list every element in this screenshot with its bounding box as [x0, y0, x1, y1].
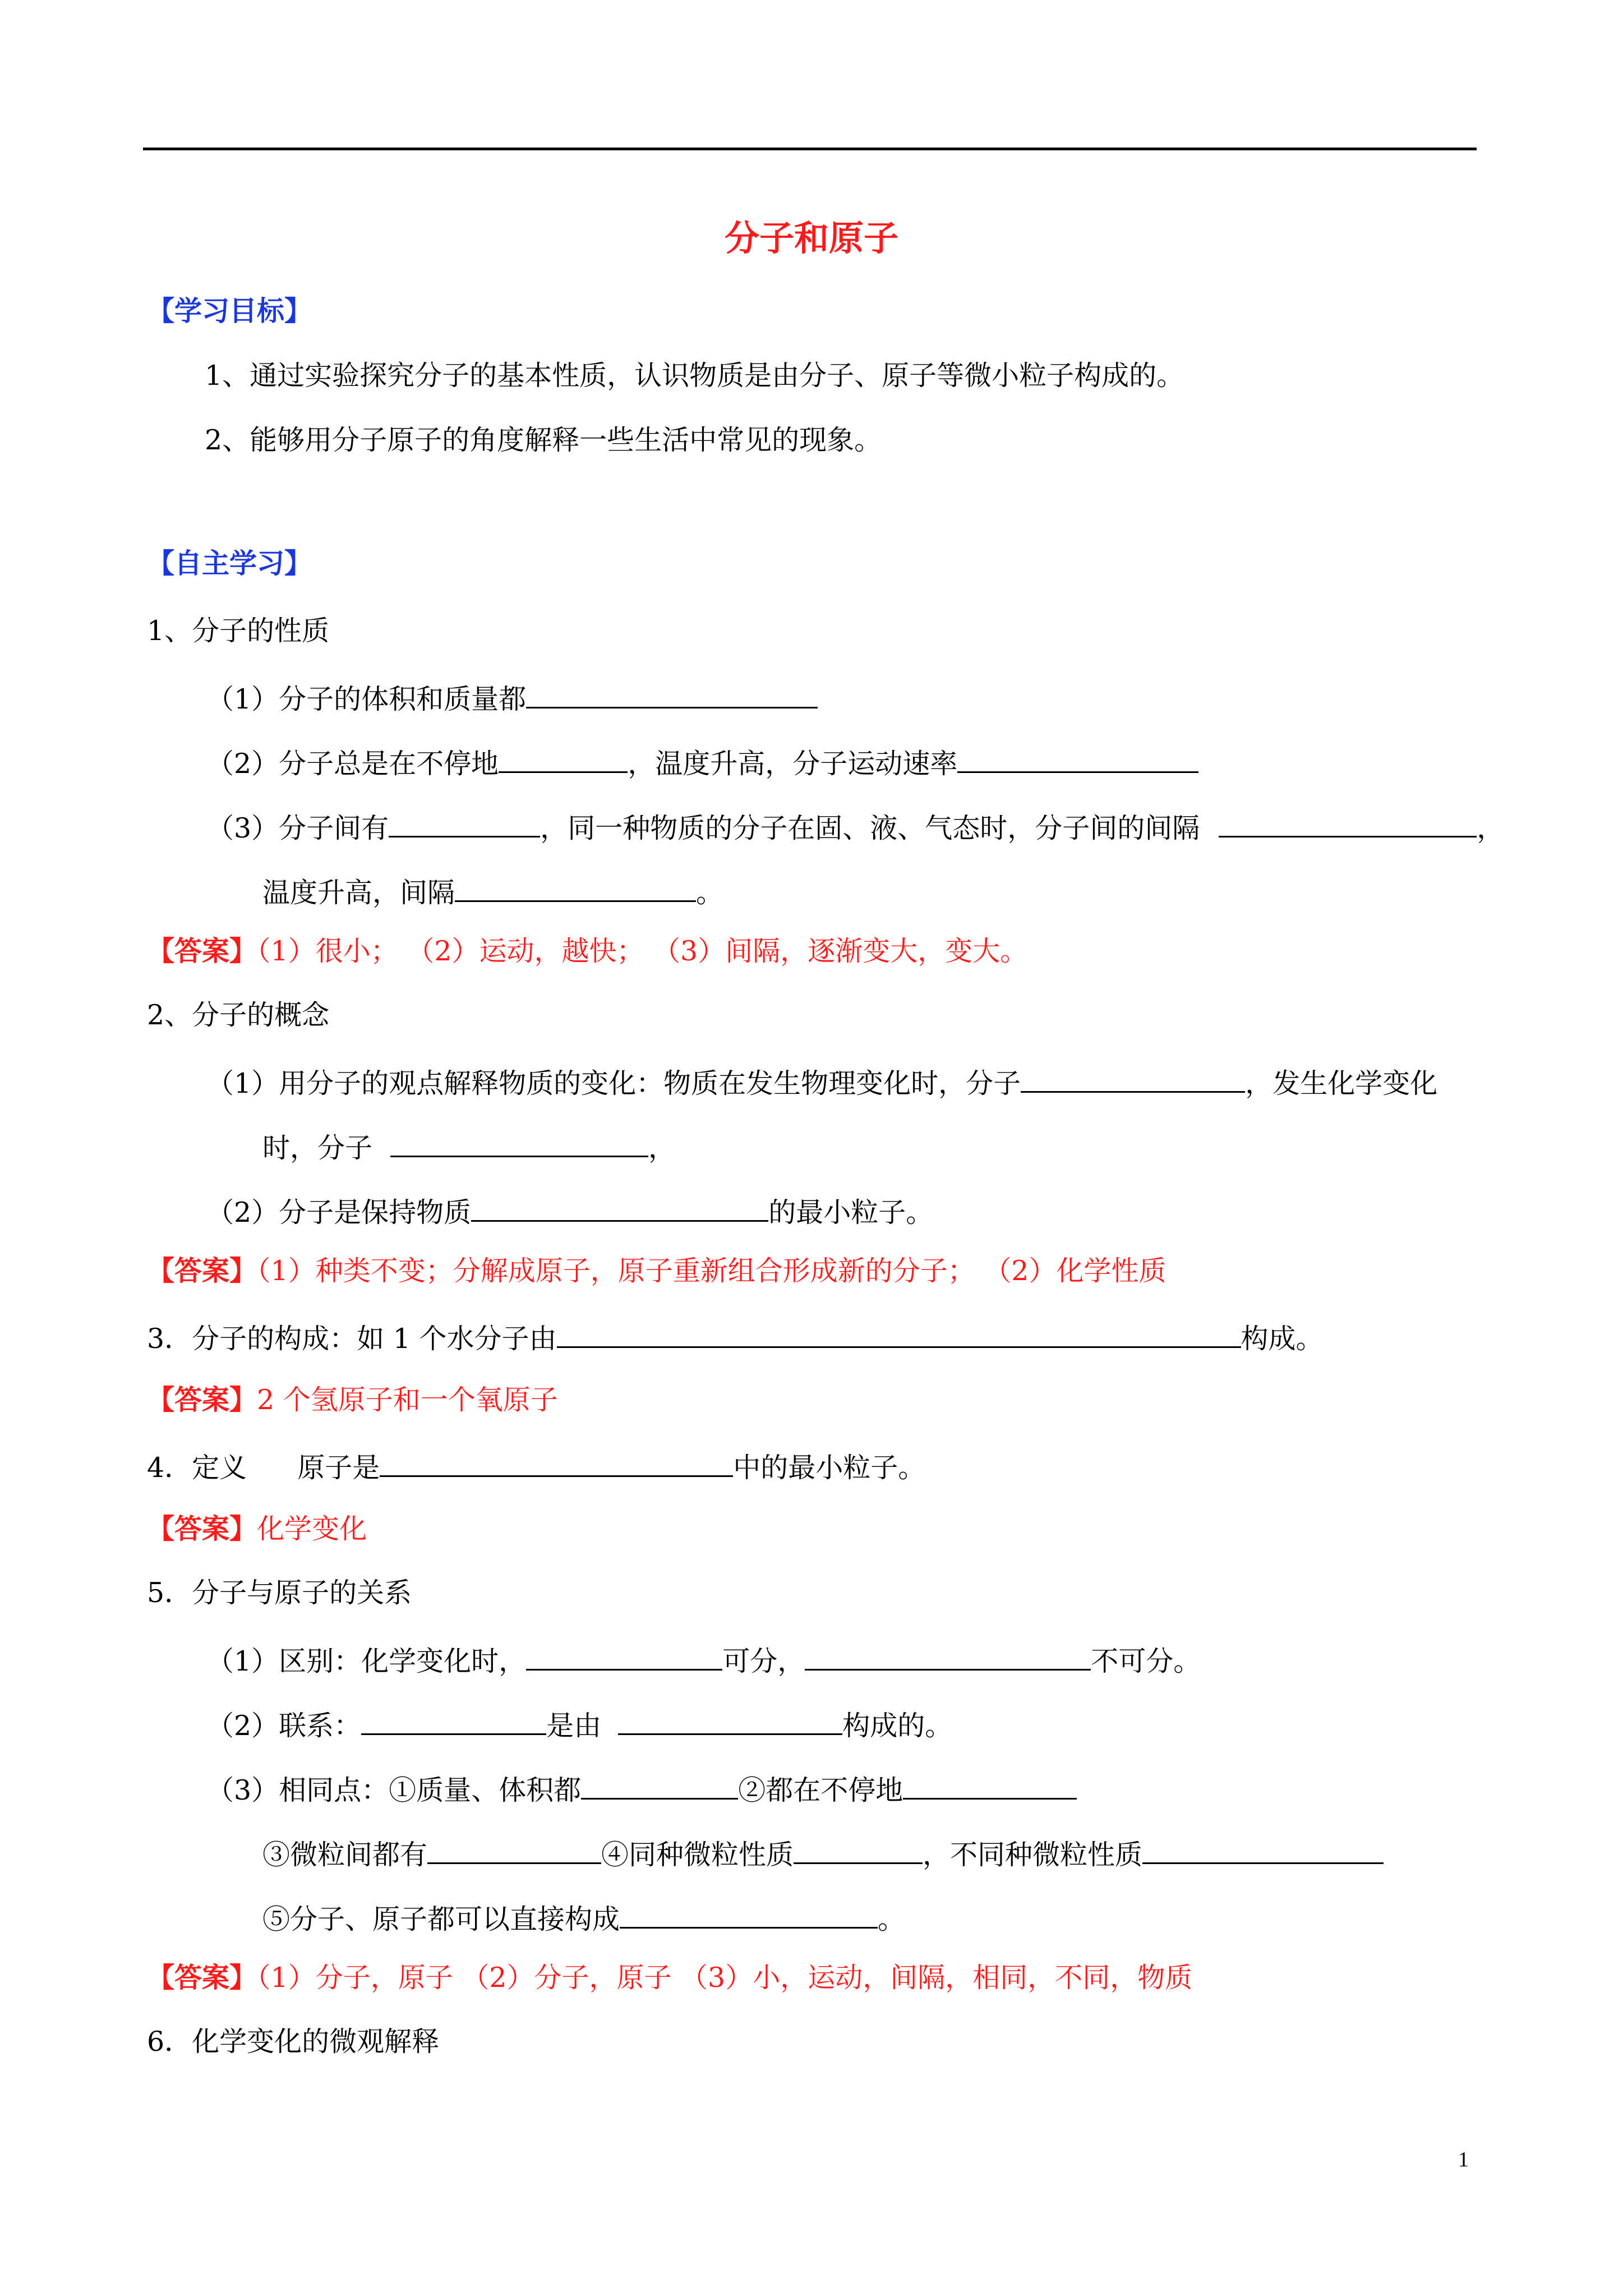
q4: 4．定义 原子是 中的最小粒子。 [147, 1447, 925, 1481]
page-title: 分子和原子 [724, 218, 898, 259]
q3: 3．分子的构成：如 1 个水分子由 构成。 [147, 1318, 1324, 1352]
answer-blank[interactable] [526, 1641, 722, 1671]
answer-blank[interactable] [380, 1447, 733, 1477]
q1-part2: （2）分子总是在不停地 ，温度升高，分子运动速率 [206, 743, 1198, 777]
answer-blank[interactable] [526, 679, 818, 708]
answer-blank[interactable] [903, 1770, 1077, 1800]
q2-part1-cont: 时，分子 ， [262, 1128, 676, 1161]
q5-part3: （3）相同点：①质量、体积都 ②都在不停地 [206, 1770, 1077, 1803]
answer-4: 【答案】化学变化 [147, 1512, 367, 1545]
answer-blank[interactable] [620, 1899, 878, 1929]
q2-part2: （2）分子是保持物质 的最小粒子。 [206, 1192, 933, 1226]
answer-blank[interactable] [427, 1834, 601, 1864]
answer-1: 【答案】（1）很小； （2）运动，越快； （3）间隔，逐渐变大，变大。 [147, 935, 1028, 967]
answer-blank[interactable] [557, 1318, 1241, 1348]
page-number: 1 [1458, 2148, 1469, 2171]
answer-blank[interactable] [499, 743, 628, 773]
self-study-heading: 【自主学习】 [147, 547, 312, 579]
answer-blank[interactable] [1021, 1063, 1245, 1093]
q1-part1: （1）分子的体积和质量都 [206, 679, 818, 712]
answer-blank[interactable] [794, 1834, 923, 1864]
answer-blank[interactable] [471, 1192, 768, 1222]
header-rule [143, 148, 1477, 150]
objectives-heading: 【学习目标】 [147, 295, 312, 327]
q2-title: 2、分子的概念 [147, 999, 330, 1031]
q5-title: 5．分子与原子的关系 [147, 1577, 412, 1609]
answer-3: 【答案】2 个氢原子和一个氧原子 [147, 1383, 558, 1416]
q2-part1: （1）用分子的观点解释物质的变化：物质在发生物理变化时，分子 ，发生化学变化 [206, 1063, 1437, 1097]
answer-blank[interactable] [390, 1128, 648, 1157]
answer-2: 【答案】（1）种类不变；分解成原子，原子重新组合形成新的分子； （2）化学性质 [147, 1254, 1166, 1287]
q1-part3-cont: 温度升高，间隔 。 [262, 872, 723, 906]
answer-blank[interactable] [361, 1705, 546, 1735]
answer-5: 【答案】（1）分子，原子 （2）分子，原子 （3）小，运动，间隔，相同，不同，物质 [147, 1961, 1193, 1994]
q1-title: 1、分子的性质 [147, 615, 330, 647]
objective-item-1: 1、通过实验探究分子的基本性质，认识物质是由分子、原子等微小粒子构成的。 [205, 360, 1184, 392]
answer-blank[interactable] [618, 1705, 842, 1735]
q5-part2: （2）联系： 是由 构成的。 [206, 1705, 952, 1739]
q5-part3-cont2: ⑤分子、原子都可以直接构成 。 [262, 1899, 905, 1932]
answer-blank[interactable] [455, 872, 696, 902]
q1-part3: （3）分子间有 ，同一种物质的分子在固、液、气态时，分子间的间隔 ， [206, 808, 1504, 841]
answer-blank[interactable] [1219, 808, 1477, 838]
answer-blank[interactable] [389, 808, 540, 838]
answer-blank[interactable] [957, 743, 1198, 773]
q5-part1: （1）区别：化学变化时， 可分， 不可分。 [206, 1641, 1201, 1674]
answer-blank[interactable] [581, 1770, 738, 1800]
objective-item-2: 2、能够用分子原子的角度解释一些生活中常见的现象。 [205, 424, 882, 456]
q6-title: 6．化学变化的微观解释 [147, 2026, 440, 2058]
answer-blank[interactable] [805, 1641, 1091, 1671]
answer-blank[interactable] [1142, 1834, 1384, 1864]
q5-part3-cont1: ③微粒间都有 ④同种微粒性质 ，不同种微粒性质 [262, 1834, 1384, 1868]
